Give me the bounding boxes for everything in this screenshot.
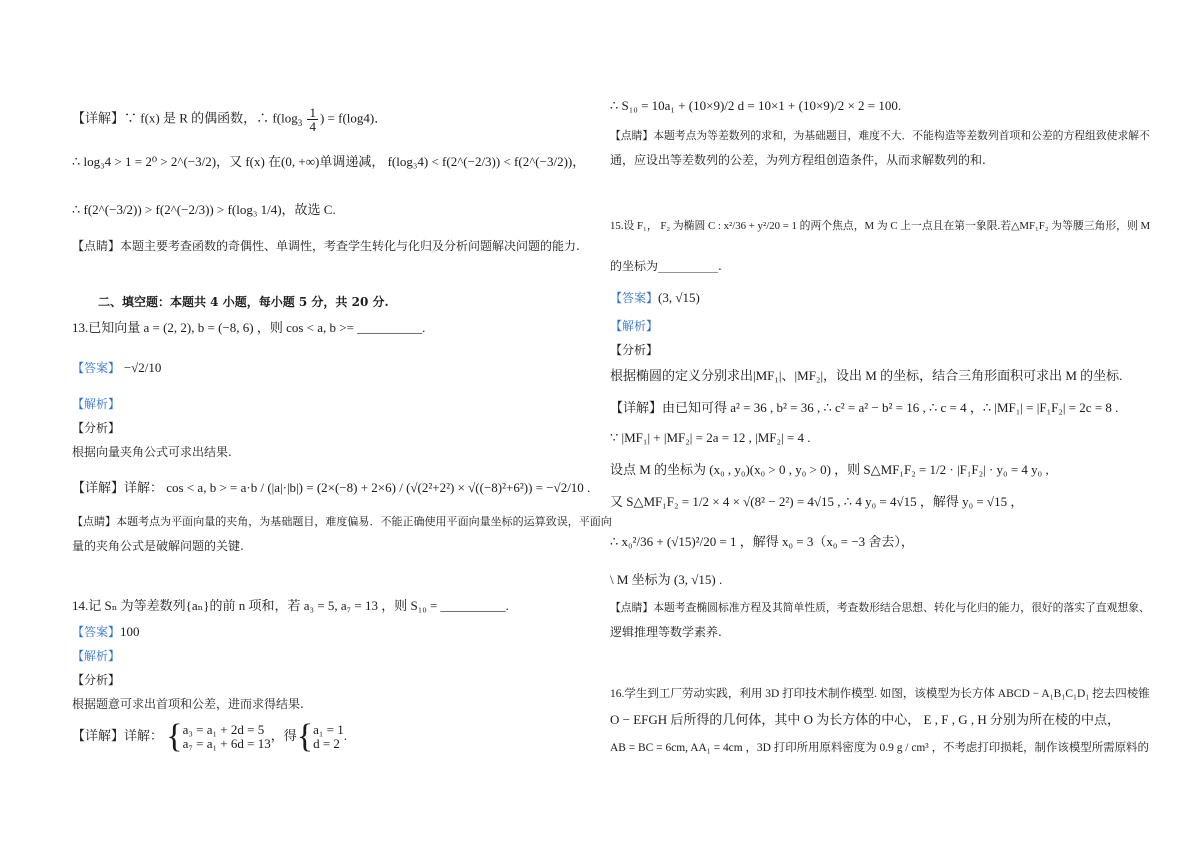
q16-line-1: 16.学生到工厂劳动实践，利用 3D 打印技术制作模型. 如图，该模型为长方体 ABCD − A₁B₁C₁D₁ 挖去四棱锥 bbox=[610, 688, 1150, 700]
s10-line: ∴ S₁₀ = 10a₁ + (10×9)/2 d = 10×1 + (10×9)/2 × 2 = 100. bbox=[610, 98, 902, 113]
q14-comment-line-2: 通，应设出等差数列的公差，为列方程组创造条件，从而求解数列的和. bbox=[610, 153, 986, 167]
q12-detail-line-2: ∴ log₃4 > 1 = 2⁰ > 2^(−3/2)，又 f(x) 在(0, +∞)单调递减， f(log₃4) < f(2^(−2/3)) < f(2^(−3/2))， bbox=[72, 154, 586, 169]
q14-fenxi: 根据题意可求出首项和公差，进而求得结果. bbox=[72, 697, 304, 711]
q13-answer: 【答案】 −√2/10 bbox=[72, 360, 162, 375]
q12-detail-line-3: ∴ f(2^(−3/2)) > f(2^(−2/3)) > f(log₃ 1/4)，故选 C. bbox=[72, 202, 336, 217]
q15-detail-2: ∵ |MF₁| + |MF₂| = 2a = 12 , |MF₂| = 4 . bbox=[610, 430, 811, 445]
q15-fenxi: 根据椭圆的定义分别求出|MF₁|、|MF₂|，设出 M 的坐标，结合三角形面积可求出 M 的坐标. bbox=[610, 368, 1123, 383]
section-title: 二、填空题：本题共 4 小题，每小题 5 分，共 20 分. bbox=[98, 295, 389, 309]
q15-detail-6: \ M 坐标为 (3, √15) . bbox=[610, 572, 723, 587]
q13-comment-line-1: 【点睛】本题考点为平面向量的夹角，为基础题目，难度偏易．不能正确使用平面向量坐标的运算致误，平面向 bbox=[72, 515, 612, 528]
q13-fenxi: 根据向量夹角公式可求出结果. bbox=[72, 445, 232, 459]
q13-comment-line-2: 量的夹角公式是破解问题的关键. bbox=[72, 539, 244, 553]
q13-fenxi-tag: 【分析】 bbox=[72, 421, 121, 435]
q14-comment-line-1: 【点睛】本题考点为等差数列的求和，为基础题目，难度不大．不能构造等差数列首项和公差的方程组致使求解不 bbox=[610, 129, 1150, 142]
q12-detail-line-1: 【详解】∵ f(x) 是 R 的偶函数，∴ $f(\log_3$ $\frac{1}{4}$ ) = f(log4)． bbox=[72, 105, 388, 134]
q14-analysis-tag: 【解析】 bbox=[72, 649, 121, 663]
detail-tag: 【详解】 bbox=[72, 110, 125, 126]
answer-tag: 【答案】 bbox=[72, 361, 121, 375]
equation-system: a₃ = a₁ + 2d = 5 a₇ = a₁ + 6d = 13 bbox=[182, 722, 271, 751]
q14-answer: 【答案】100 bbox=[72, 624, 140, 639]
q15-stem-line-2: 的坐标为__________. bbox=[610, 259, 722, 273]
q15-fenxi-tag: 【分析】 bbox=[610, 343, 659, 357]
q15-comment-line-1: 【点睛】本题考查椭圆标准方程及其简单性质，考查数形结合思想、转化与化归的能力，很好的落实了直观想象、 bbox=[610, 601, 1150, 614]
q12-comment: 【点睛】本题主要考查函数的奇偶性、单调性，考查学生转化与化归及分析问题解决问题的能力. bbox=[72, 239, 580, 253]
q15-detail-5: ∴ x₀²/36 + (√15)²/20 = 1 ，解得 x₀ = 3（x₀ = −3 舍去）， bbox=[610, 534, 914, 549]
q15-analysis-tag: 【解析】 bbox=[610, 319, 659, 333]
q15-stem-line-1: 15.设 F₁， F₂ 为椭圆 C : x²/36 + y²/20 = 1 的两个焦点，M 为 C 上一点且在第一象限.若△MF₁F₂ 为等腰三角形，则 M bbox=[610, 220, 1151, 232]
solution-system: a₁ = 1 d = 2 bbox=[313, 722, 344, 751]
right-column bbox=[610, 0, 1151, 848]
q15-comment-line-2: 逻辑推理等数学素养. bbox=[610, 625, 722, 639]
q13-detail: 【详解】详解： cos < a, b > = a·b / (|a|·|b|) = (2×(−8) + 2×6) / (√(2²+2²) × √((−8)²+6²)) = −√2/10 . bbox=[72, 480, 591, 495]
q15-detail-3: 设点 M 的坐标为 (x₀ , y₀)(x₀ > 0 , y₀ > 0) ，则 S△MF₁F₂ = 1/2 · |F₁F₂| · y₀ = 4 y₀ , bbox=[610, 462, 1049, 477]
q13-analysis-tag: 【解析】 bbox=[72, 397, 121, 411]
q16-line-3: AB = BC = 6cm, AA₁ = 4cm ，3D 打印所用原料密度为 0.9 g / cm³ ，不考虑打印损耗，制作该模型所需原料的 bbox=[610, 742, 1149, 754]
left-column bbox=[72, 0, 612, 848]
q14-fenxi-tag: 【分析】 bbox=[72, 673, 121, 687]
fraction: $\frac{1}{4}$ bbox=[309, 105, 316, 134]
q15-answer: 【答案】(3, √15) bbox=[610, 290, 700, 305]
q16-line-2: O − EFGH 后所得的几何体，其中 O 为长方体的中心， E , F , G , H 分别为所在棱的中点， bbox=[610, 712, 1121, 727]
q15-detail-1: 【详解】由已知可得 a² = 36 , b² = 36 , ∴ c² = a² − b² = 16 , ∴ c = 4 ，∴ |MF₁| = |F₁F₂| = 2c = 8 . bbox=[610, 400, 1119, 415]
q14-stem: 14.记 Sₙ 为等差数列{aₙ}的前 n 项和，若 a₃ = 5, a₇ = 13 ，则 S₁₀ = __________. bbox=[72, 598, 509, 613]
q13-stem: 13.已知向量 a = (2, 2), b = (−8, 6) ，则 cos < a, b >= __________. bbox=[72, 320, 426, 335]
q15-detail-4: 又 S△MF₁F₂ = 1/2 × 4 × √(8² − 2²) = 4√15 , ∴ 4 y₀ = 4√15 ，解得 y₀ = √15 ， bbox=[610, 494, 1024, 509]
q14-detail: 【详解】详解： { a₃ = a₁ + 2d = 5 a₇ = a₁ + 6d = 13 ，得{ a₁ = 1 d = 2 . bbox=[72, 718, 347, 755]
